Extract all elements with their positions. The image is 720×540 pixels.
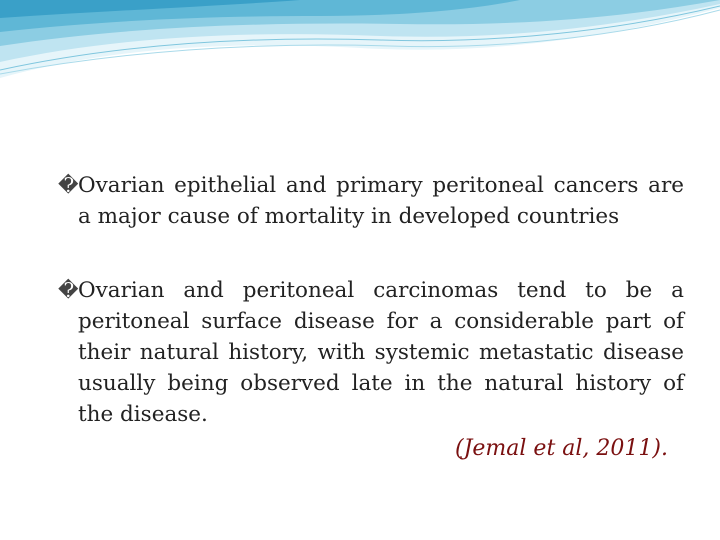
header-wave-decoration bbox=[0, 0, 720, 90]
bullet-text: Ovarian epithelial and primary peritoneal cancers are a major cause of mortality in developed countries bbox=[78, 173, 684, 229]
bullet-item-2 bbox=[58, 275, 684, 430]
bullet-icon: � bbox=[58, 278, 79, 302]
bullet-item-1 bbox=[58, 170, 684, 232]
bullet-icon: � bbox=[58, 173, 79, 197]
citation: (Jemal et al, 2011). bbox=[455, 436, 668, 461]
bullet-text: Ovarian and peritoneal carcinomas tend to be a peritoneal surface disease for a considerable part of their natural history, with systemic metastatic disease usually being observed late in the natural history of the disease. bbox=[78, 278, 684, 427]
